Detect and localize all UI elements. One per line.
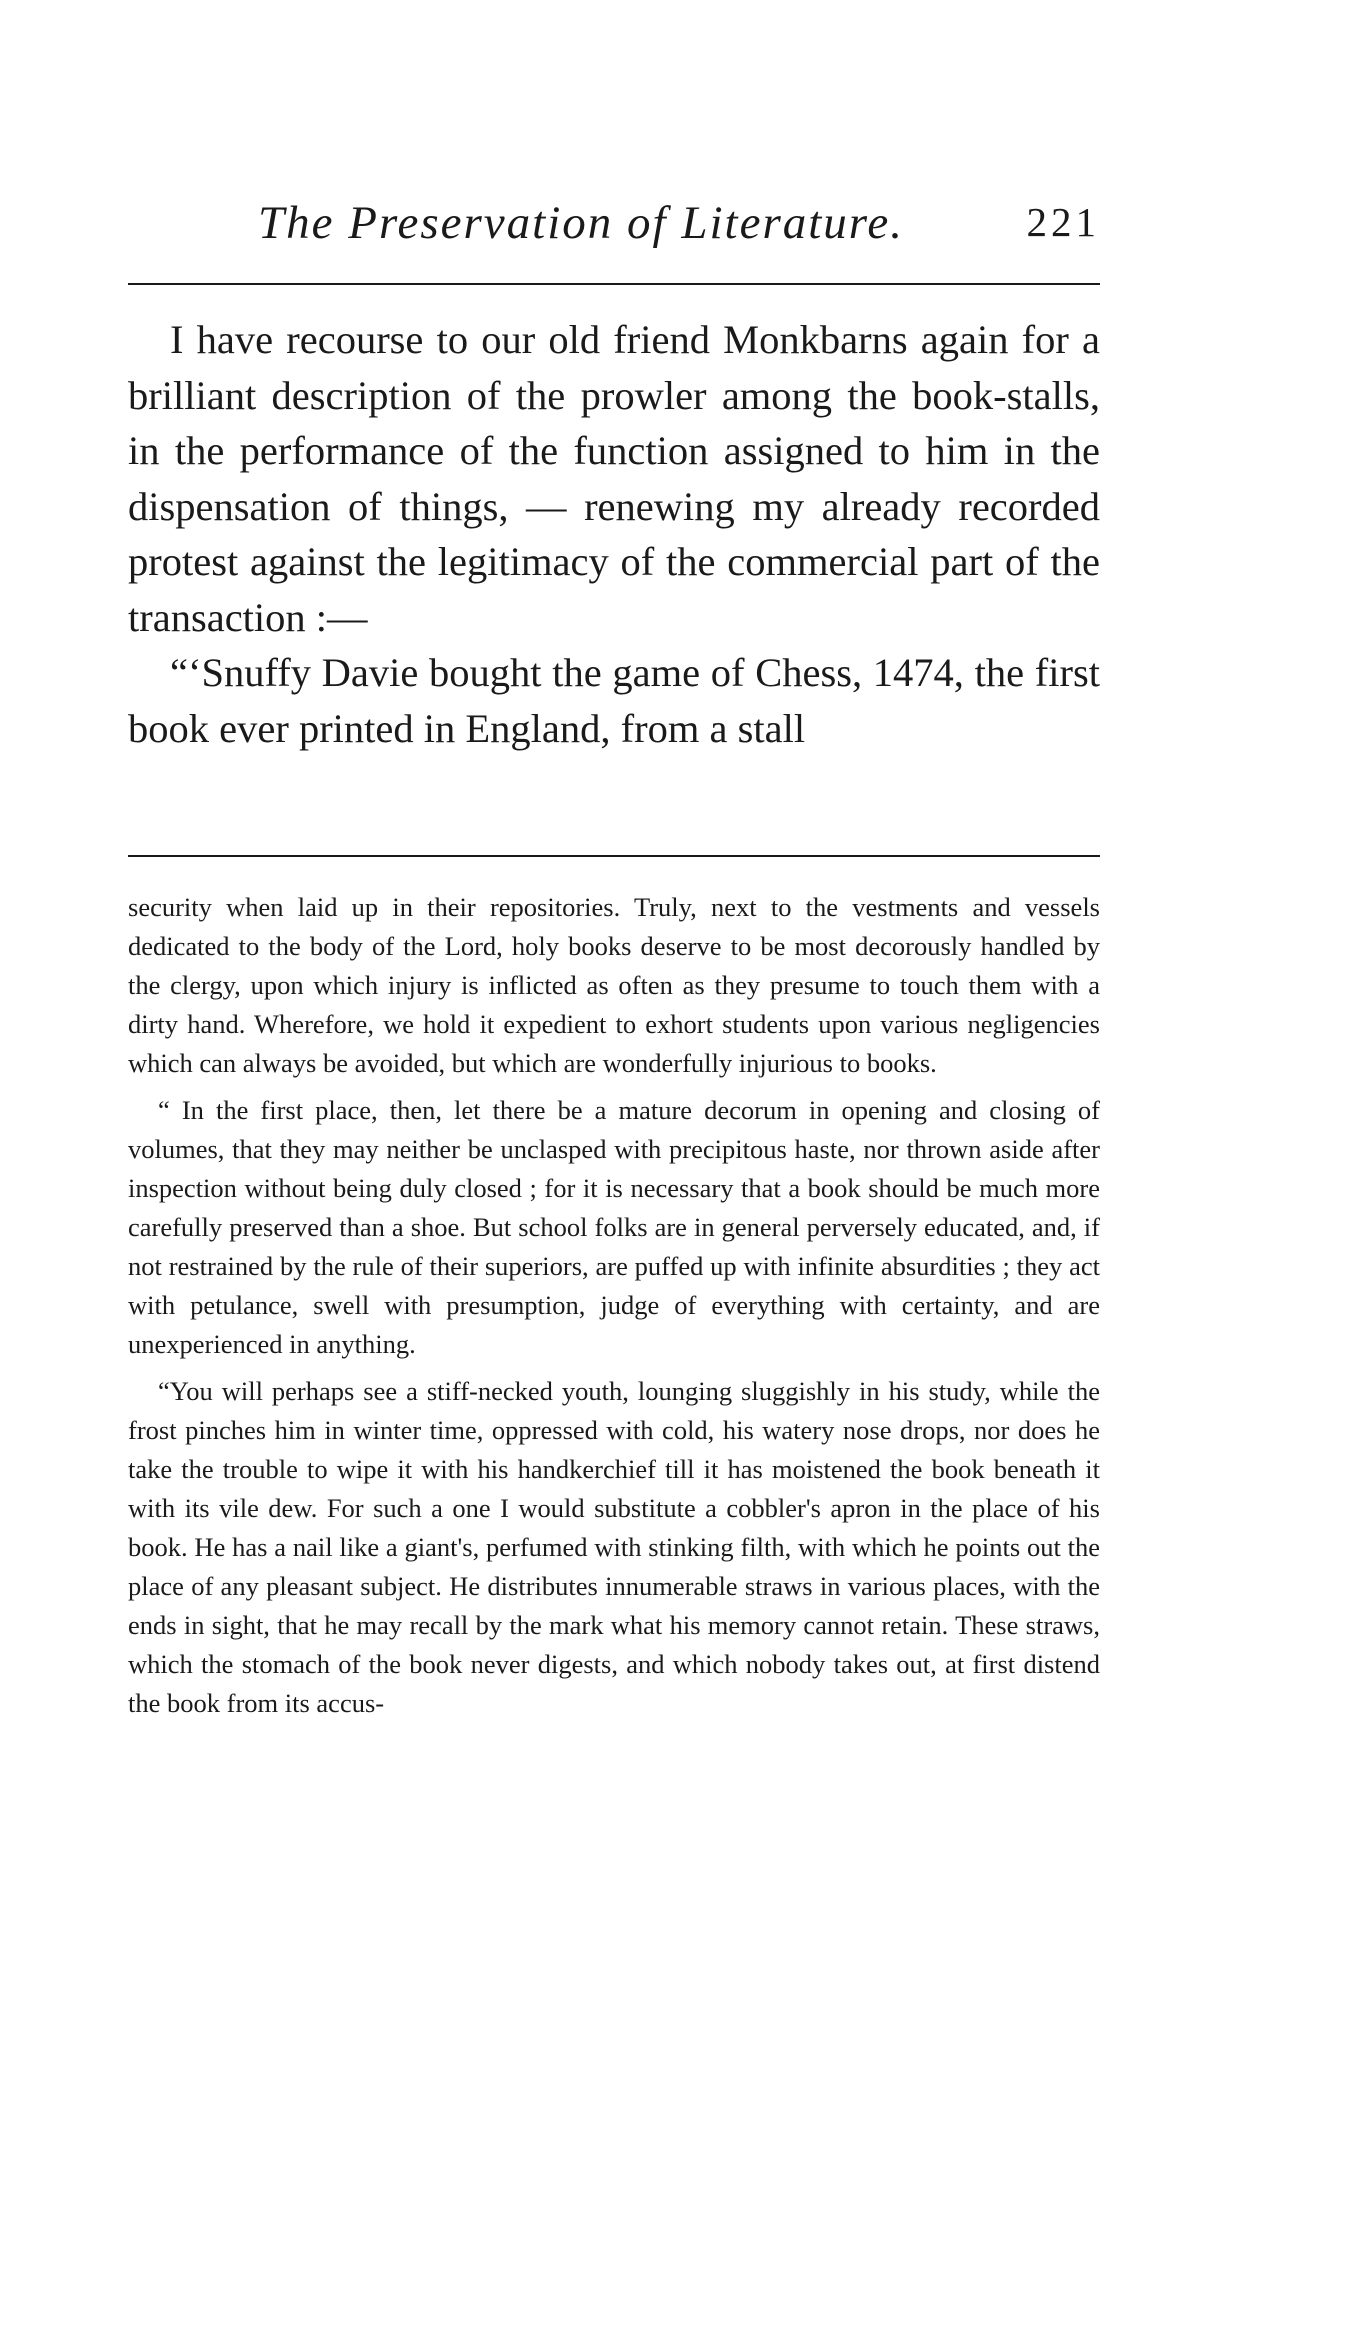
main-text [128,312,1100,756]
page-number: 221 [1026,199,1100,245]
footnote-paragraph: security when laid up in their repositories. Truly, next to the vestments and vessels dedicated to the body of the Lord, holy books deserve to be most decorously handled by the clergy, upon which injury is inflicted as often as they presume to touch them with a dirty hand. Wherefore, we hold it expedient to exhort students upon various negligencies which can always be avoided, but which are wonderfully injurious to books. [128,892,1100,1078]
footnote-paragraph: “ In the first place, then, let there be a mature decorum in opening and closing of volumes, that they may neither be unclasped with precipitous haste, nor thrown aside after inspection without being duly closed ; for it is necessary that a book should be much more carefully preserved than a shoe. But school folks are in general perversely educated, and, if not restrained by the rule of their superiors, are puffed up with infinite absurdities ; they act with petulance, swell with presumption, judge of everything with certainty, and are unexperienced in anything. [128,1095,1100,1359]
running-header [128,196,1100,258]
footnote-rule [128,855,1100,857]
body-paragraph: “‘Snuffy Davie bought the game of Chess, 1474, the first book ever printed in England, from a stall [128,650,1100,751]
body-paragraph: I have recourse to our old friend Monkbarns again for a brilliant description of the prowler among the book-stalls, in the performance of the function assigned to him in the dispensation of things, — renewing my already recorded protest against the legitimacy of the commercial part of the transaction :— [128,317,1100,640]
running-title: The Preservation of Literature. [258,197,904,249]
footnote-block [128,888,1100,1731]
header-rule [128,283,1100,285]
footnote-paragraph: “You will perhaps see a stiff-necked youth, lounging sluggishly in his study, while the frost pinches him in winter time, oppressed with cold, his watery nose drops, nor does he take the trouble to wipe it with his handkerchief till it has moistened the book beneath it with its vile dew. For such a one I would substitute a cobbler's apron in the place of his book. He has a nail like a giant's, perfumed with stinking filth, with which he points out the place of any pleasant subject. He distributes innumerable straws in various places, with the ends in sight, that he may recall by the mark what his memory cannot retain. These straws, which the stomach of the book never digests, and which nobody takes out, at first distend the book from its accus- [128,1376,1100,1718]
